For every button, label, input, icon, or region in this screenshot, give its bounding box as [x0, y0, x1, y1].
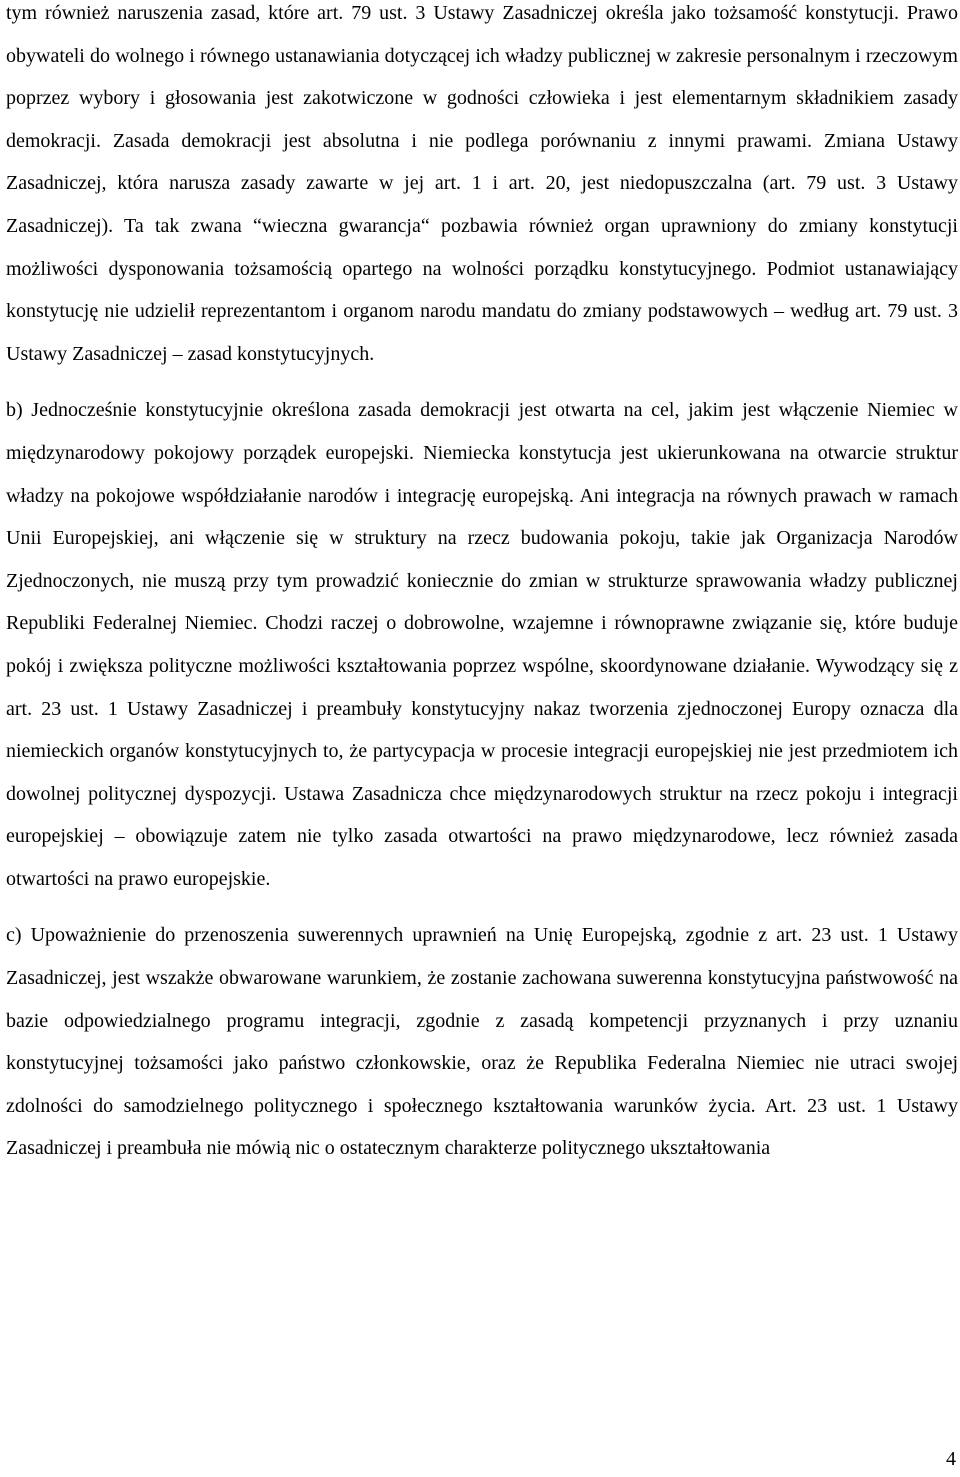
- document-page: [6, 0, 958, 1170]
- paragraph-democracy-principle: tym również naruszenia zasad, które art. 79 ust. 3 Ustawy Zasadniczej określa jako tożsamość konstytucji. Prawo obywateli do wolnego i równego ustanawiania dotyczącej ich władzy publicznej w zakresie personalnym i rzeczowym poprzez wybory i głosowania jest zakotwiczone w godności człowieka i jest elementarnym składnikiem zasady demokracji. Zasada demokracji jest absolutna i nie podlega porównaniu z innymi prawami. Zmiana Ustawy Zasadniczej, która narusza zasady zawarte w jej art. 1 i art. 20, jest niedopuszczalna (art. 79 ust. 3 Ustawy Zasadniczej). Ta tak zwana “wieczna gwarancja“ pozbawia również organ uprawniony do zmiany konstytucji możliwości dysponowania tożsamością opartego na wolności porządku konstytucyjnego. Podmiot ustanawiający konstytucję nie udzielił reprezentantom i organom narodu mandatu do zmiany podstawowych – według art. 79 ust. 3 Ustawy Zasadniczej – zasad konstytucyjnych.: [6, 2, 958, 365]
- page-number: 4: [946, 1448, 956, 1470]
- paragraph-b-european-integration: b) Jednocześnie konstytucyjnie określona zasada demokracji jest otwarta na cel, jakim jest włączenie Niemiec w międzynarodowy pokojowy porządek europejski. Niemiecka konstytucja jest ukierunkowana na otwarcie struktur władzy na pokojowe współdziałanie narodów i integrację europejską. Ani integracja na równych prawach w ramach Unii Europejskiej, ani włączenie się w struktury na rzecz budowania pokoju, takie jak Organizacja Narodów Zjednoczonych, nie muszą przy tym prowadzić koniecznie do zmian w strukturze sprawowania władzy publicznej Republiki Federalnej Niemiec. Chodzi raczej o dobrowolne, wzajemne i równoprawne związanie się, które buduje pokój i zwiększa polityczne możliwości kształtowania poprzez wspólne, skoordynowane działanie. Wywodzący się z art. 23 ust. 1 Ustawy Zasadniczej i preambuły konstytucyjny nakaz tworzenia zjednoczonej Europy oznacza dla niemieckich organów konstytucyjnych to, że partycypacja w procesie integracji europejskiej nie jest przedmiotem ich dowolnej politycznej dyspozycji. Ustawa Zasadnicza chce międzynarodowych struktur na rzecz pokoju i integracji europejskiej – obowiązuje zatem nie tylko zasada otwartości na prawo międzynarodowe, lecz również zasada otwartości na prawo europejskie.: [6, 399, 958, 890]
- paragraph-c-transfer-of-powers: c) Upoważnienie do przenoszenia suwerennych uprawnień na Unię Europejską, zgodnie z art. 23 ust. 1 Ustawy Zasadniczej, jest wszakże obwarowane warunkiem, że zostanie zachowana suwerenna konstytucyjna państwowość na bazie odpowiedzialnego programu integracji, zgodnie z zasadą kompetencji przyznanych i przy uznaniu konstytucyjnej tożsamości jako państwo członkowskie, oraz że Republika Federalna Niemiec nie utraci swojej zdolności do samodzielnego politycznego i społecznego kształtowania warunków życia. Art. 23 ust. 1 Ustawy Zasadniczej i preambuła nie mówią nic o ostatecznym charakterze politycznego ukształtowania: [6, 924, 958, 1160]
